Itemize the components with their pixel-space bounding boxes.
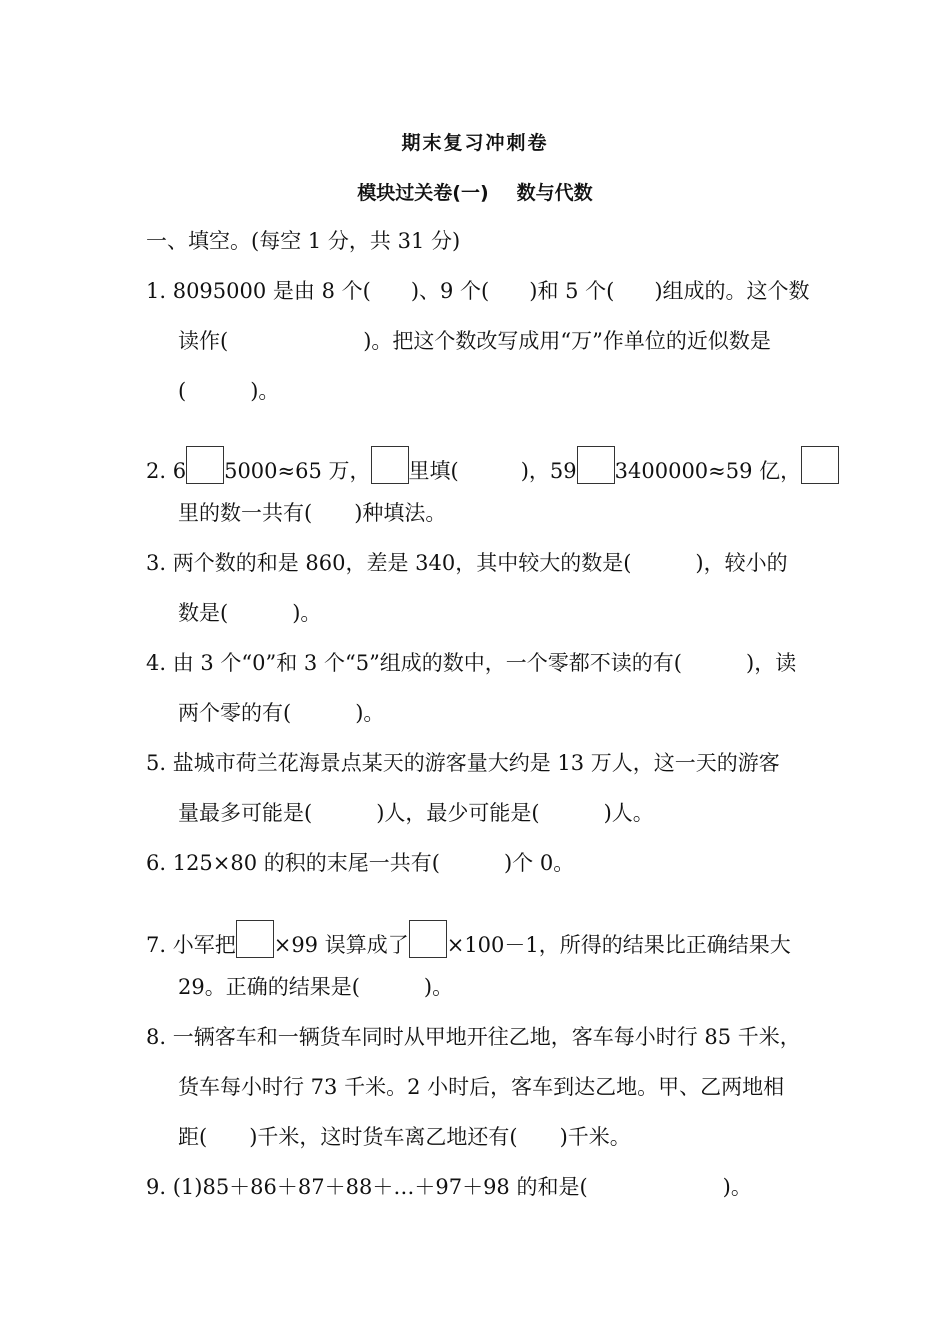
q2-text-e: 3400000≈59 亿， [614,459,802,483]
q1-text-g: ( [178,379,187,403]
q4-text-d: )。 [355,701,385,725]
q4-text-c: 两个零的有( [178,701,292,725]
subtitle-module: 模块过关卷(一) [357,182,489,204]
question-3-line-1 [146,548,788,578]
number-box[interactable] [236,920,274,958]
q5-text-b: 量最多可能是( [178,801,313,825]
question-2-line-2 [178,498,446,528]
q1-text-h: )。 [250,379,280,403]
q2-text-d: )，59 [520,459,577,483]
q1-text-b: )、9 个( [410,279,490,303]
q2-text-a: 2. 6 [146,459,187,483]
question-8-line-3 [178,1122,631,1152]
number-box[interactable] [409,920,447,958]
q2-text-c: 里填( [408,459,459,483]
q8-text-c: 距( [178,1125,208,1149]
q3-text-c: 数是( [178,601,229,625]
q7-text-d: 29。正确的结果是( [178,975,360,999]
question-9-line-1 [146,1172,752,1202]
q1-text-f: )。把这个数改写成用“万”作单位的近似数是 [363,329,771,353]
q9-text-a: 9. (1)85＋86＋87＋88＋…＋97＋98 的和是( [146,1175,588,1199]
question-8-line-1: 8. 一辆客车和一辆货车同时从甲地开往乙地，客车每小时行 85 千米， [146,1025,801,1049]
question-4-line-2 [178,698,384,728]
q7-text-a: 7. 小军把 [146,933,236,957]
exam-title: 期末复习冲刺卷 [401,132,549,154]
question-5-line-1: 5. 盐城市荷兰花海景点某天的游客量大约是 13 万人，这一天的游客 [146,751,780,775]
q4-text-b: )，读 [746,651,797,675]
question-2-line-1 [146,446,839,483]
question-7-line-1 [146,920,791,957]
q3-text-d: )。 [292,601,322,625]
q2-text-f: 里的数一共有( [178,501,313,525]
q5-text-d: )人。 [603,801,654,825]
q6-text-a: 6. 125×80 的积的末尾一共有( [146,851,440,875]
q2-text-b: 5000≈65 万， [224,459,371,483]
q8-text-e: )千米。 [559,1125,631,1149]
q5-text-c: )人，最少可能是( [376,801,540,825]
q7-text-c: ×100－1，所得的结果比正确结果大 [446,933,791,957]
q1-text-d: )组成的。这个数 [654,279,810,303]
question-5-line-2 [178,798,654,828]
digit-box[interactable] [186,446,224,484]
question-7-line-2 [178,972,453,1002]
exam-subtitle [0,178,950,205]
q3-text-a: 3. 两个数的和是 860，差是 340，其中较大的数是( [146,551,632,575]
q7-text-e: )。 [423,975,454,999]
question-8-line-2: 货车每小时行 73 千米。2 小时后，客车到达乙地。甲、乙两地相 [178,1075,785,1099]
q7-text-b: ×99 误算成了 [273,933,409,957]
subtitle-topic: 数与代数 [516,182,593,204]
question-6-line-1 [146,848,574,878]
q6-text-b: )个 0。 [503,851,575,875]
q4-text-a: 4. 由 3 个“0”和 3 个“5”组成的数中，一个零都不读的有( [146,651,682,675]
question-4-line-1 [146,648,796,678]
q8-text-d: )千米，这时货车离乙地还有( [249,1125,518,1149]
q2-text-g: )种填法。 [354,501,447,525]
q1-text-e: 读作( [178,329,229,353]
section-heading: 一、填空。(每空 1 分，共 31 分) [146,229,461,253]
digit-box[interactable] [371,446,409,484]
question-1-line-2 [178,326,771,356]
q3-text-b: )，较小的 [695,551,788,575]
q1-text-c: )和 5 个( [529,279,615,303]
question-1-line-1 [146,276,810,306]
question-3-line-2 [178,598,321,628]
digit-box[interactable] [577,446,615,484]
digit-box[interactable] [801,446,839,484]
q1-text-a: 1. 8095000 是由 8 个( [146,279,371,303]
q9-text-b: )。 [722,1175,752,1199]
question-1-line-3 [178,376,279,406]
